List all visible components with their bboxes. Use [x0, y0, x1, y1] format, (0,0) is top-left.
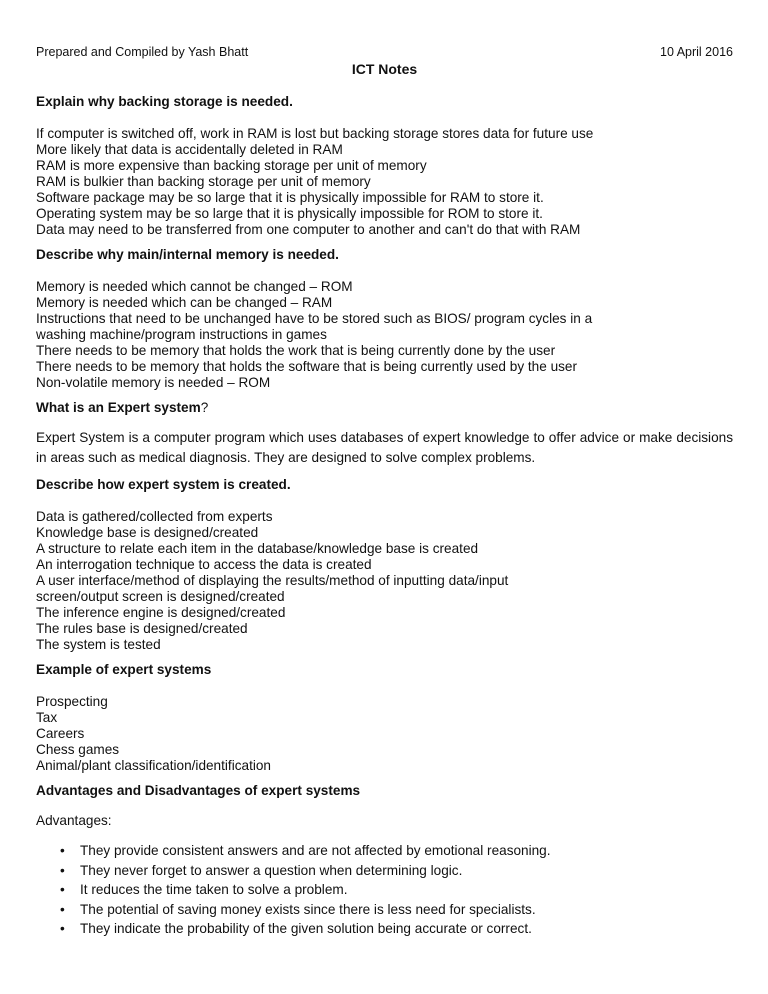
text-line: washing machine/program instructions in games	[36, 327, 327, 342]
list-item-text: They provide consistent answers and are not affected by emotional reasoning.	[80, 843, 551, 858]
text-line: Tax	[36, 710, 58, 725]
section-backing-storage	[36, 94, 733, 238]
heading-question-mark: ?	[200, 400, 209, 415]
section-heading: Advantages and Disadvantages of expert systems	[36, 783, 361, 798]
bullet-icon: •	[60, 862, 65, 878]
text-line: Chess games	[36, 742, 120, 757]
text-line: There needs to be memory that holds the software that is being currently used by the user	[36, 359, 578, 374]
section-expert-system-definition	[36, 400, 733, 468]
bullet-icon: •	[60, 901, 65, 917]
text-line: An interrogation technique to access the data is created	[36, 557, 372, 572]
text-line: RAM is more expensive than backing storage per unit of memory	[36, 158, 427, 173]
section-heading: Describe how expert system is created.	[36, 477, 291, 492]
list-item	[60, 861, 733, 881]
advantages-list	[36, 841, 733, 939]
list-item-text: They indicate the probability of the given solution being accurate or correct.	[80, 921, 532, 937]
list-item	[60, 900, 733, 920]
text-line: A structure to relate each item in the database/knowledge base is created	[36, 541, 479, 556]
list-item	[60, 880, 733, 900]
text-line: RAM is bulkier than backing storage per unit of memory	[36, 174, 371, 189]
text-line: The rules base is designed/created	[36, 621, 248, 636]
text-line: The system is tested	[36, 637, 161, 652]
section-heading	[36, 400, 733, 416]
section-expert-system-examples	[36, 662, 733, 774]
list-item-text: They never forget to answer a question when determining logic.	[80, 862, 463, 878]
header-date: 10 April 2016	[660, 45, 733, 59]
list-item	[60, 919, 733, 939]
text-line: Data may need to be transferred from one computer to another and can't do that with RAM	[36, 222, 581, 237]
bullet-icon: •	[60, 882, 65, 898]
text-line: More likely that data is accidentally deleted in RAM	[36, 142, 343, 157]
text-line: Operating system may be so large that it is physically impossible for ROM to store it.	[36, 206, 543, 221]
list-item-text: The potential of saving money exists since there is less need for specialists.	[80, 901, 536, 917]
subheading: Advantages:	[36, 813, 112, 828]
section-heading: Describe why main/internal memory is needed.	[36, 247, 339, 262]
text-line: Memory is needed which can be changed – RAM	[36, 295, 333, 310]
text-line: Knowledge base is designed/created	[36, 525, 259, 540]
text-line: The inference engine is designed/created	[36, 605, 286, 620]
list-item-text: It reduces the time taken to solve a problem.	[80, 882, 348, 898]
text-line: There needs to be memory that holds the work that is being currently done by the user	[36, 343, 556, 358]
section-heading: Example of expert systems	[36, 662, 212, 677]
paragraph: Expert System is a computer program which uses databases of expert knowledge to offer advice or make decisions in areas such as medical diagnosis. They are designed to solve complex problems.	[36, 430, 733, 465]
text-line: A user interface/method of displaying the results/method of inputting data/input	[36, 573, 509, 588]
text-line: screen/output screen is designed/created	[36, 589, 285, 604]
header-author: Prepared and Compiled by Yash Bhatt	[36, 45, 249, 59]
text-line: Memory is needed which cannot be changed – ROM	[36, 279, 353, 294]
text-line: Instructions that need to be unchanged have to be stored such as BIOS/ program cycles in a	[36, 311, 593, 326]
section-advantages	[36, 783, 733, 939]
text-line: Non-volatile memory is needed – ROM	[36, 375, 271, 390]
document-page	[36, 0, 733, 994]
text-line: Data is gathered/collected from experts	[36, 509, 273, 524]
bullet-icon: •	[60, 843, 65, 858]
text-line: If computer is switched off, work in RAM is lost but backing storage stores data for future use	[36, 126, 594, 141]
section-main-memory	[36, 247, 733, 391]
section-expert-system-creation	[36, 477, 733, 653]
text-line: Prospecting	[36, 694, 108, 709]
page-title: ICT Notes	[351, 61, 418, 77]
document-body	[36, 94, 733, 948]
text-line: Software package may be so large that it is physically impossible for RAM to store it.	[36, 190, 544, 205]
heading-text: What is an Expert system	[36, 400, 201, 415]
bullet-icon: •	[60, 921, 65, 937]
text-line: Careers	[36, 726, 85, 741]
page-header	[36, 45, 733, 61]
section-heading: Explain why backing storage is needed.	[36, 94, 293, 109]
list-item	[60, 841, 733, 861]
text-line: Animal/plant classification/identification	[36, 758, 271, 773]
